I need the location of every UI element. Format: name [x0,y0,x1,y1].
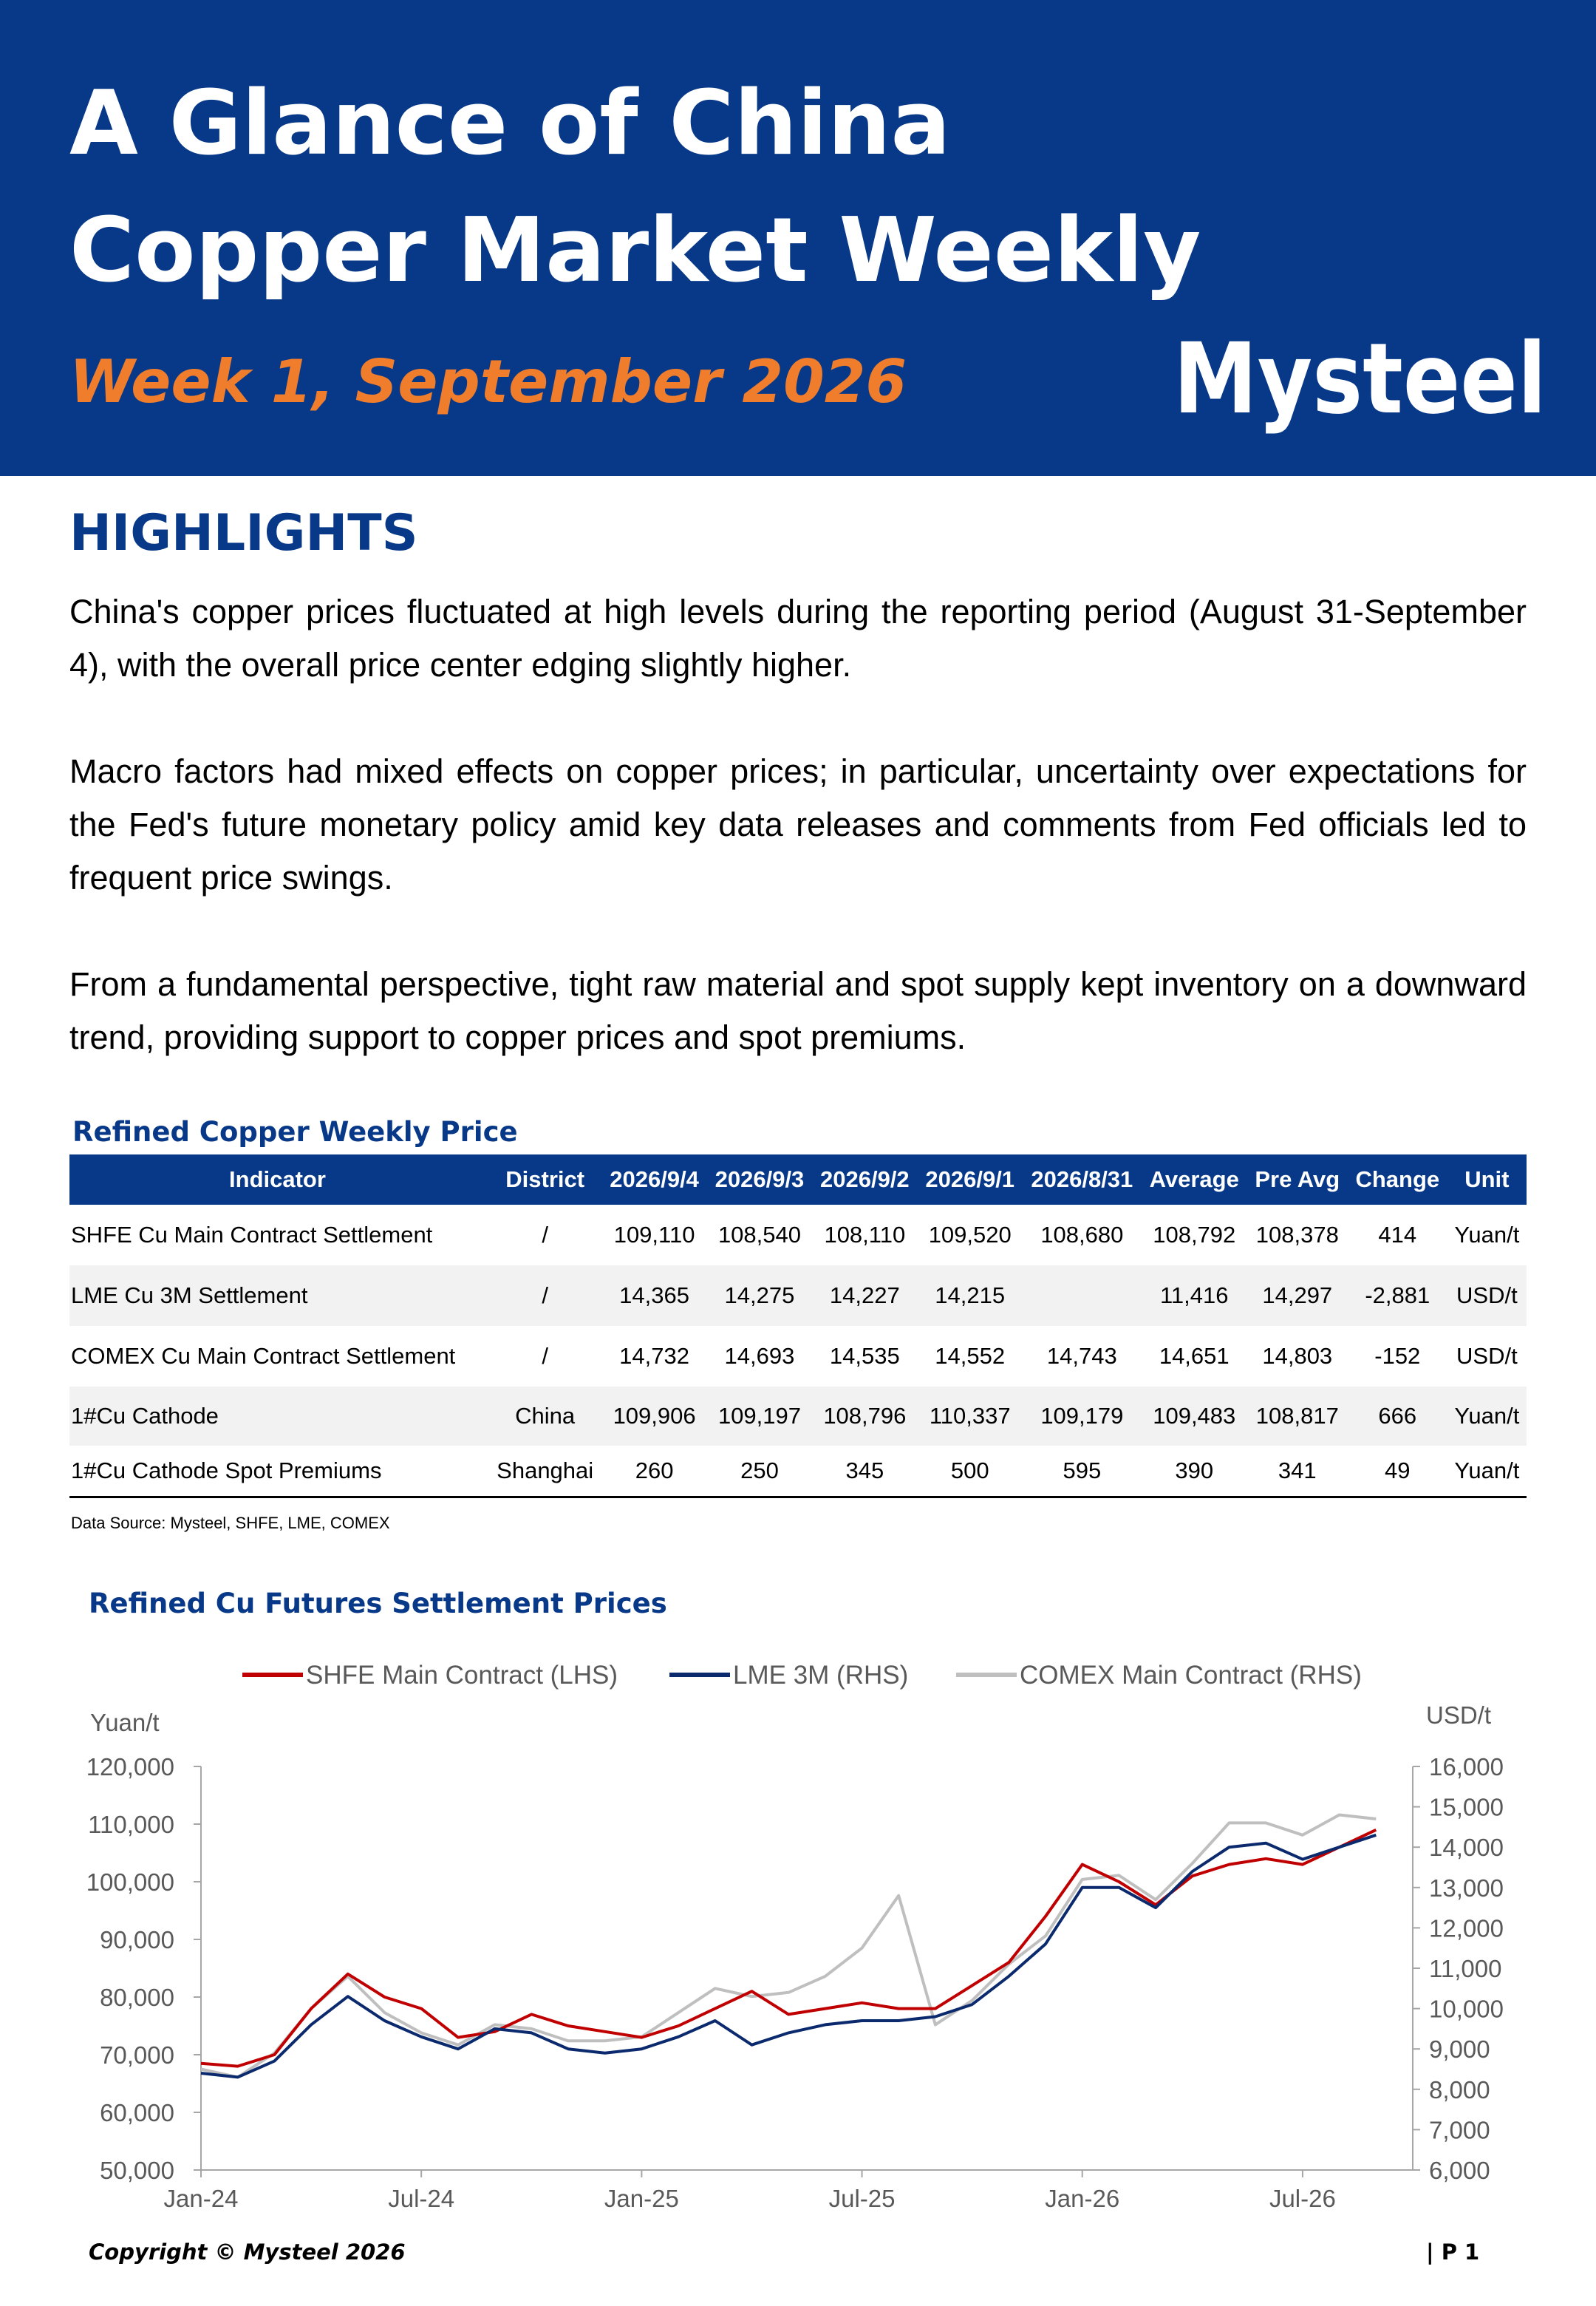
x-tick-label: Jan-24 [163,2185,239,2212]
right-tick-label: 10,000 [1429,1995,1504,2023]
page-number: | P 1 [1426,2239,1480,2265]
table-cell: 109,520 [928,1222,1012,1248]
x-tick-label: Jul-26 [1269,2185,1336,2212]
table-cell: 108,110 [824,1222,906,1248]
table-cell: -152 [1374,1343,1421,1369]
table-row [69,1446,1527,1497]
table-cell: SHFE Cu Main Contract Settlement [71,1222,433,1248]
column-header: Indicator [69,1154,488,1205]
right-tick-label: 7,000 [1429,2116,1490,2144]
table-cell: -2,881 [1348,1265,1447,1326]
table-cell: 108,792 [1153,1222,1236,1248]
column-header: 2026/9/1 [918,1154,1023,1205]
right-axis-unit: USD/t [1426,1701,1492,1729]
table-cell: Shanghai [488,1446,601,1497]
table-cell: 108,680 [1040,1222,1124,1248]
x-tick-label: Jan-25 [604,2185,679,2212]
highlights-heading: HIGHLIGHTS [69,504,418,562]
price-table-title: Refined Copper Weekly Price [72,1116,518,1148]
highlight-paragraph: From a fundamental perspective, tight raw material and spot supply kept inventory on a downward trend, providing support to copper prices and spot premiums. [69,965,1527,1056]
table-cell: 108,378 [1255,1222,1339,1248]
table-cell: 666 [1348,1387,1447,1446]
table-cell: 14,732 [619,1343,689,1369]
column-header: 2026/9/2 [812,1154,917,1205]
table-cell: 414 [1378,1222,1417,1248]
left-tick-label: 120,000 [86,1753,174,1780]
report-week: Week 1, September 2026 [69,347,907,416]
column-header: District [488,1154,601,1205]
right-tick-label: 8,000 [1429,2075,1490,2103]
right-tick-label: 9,000 [1429,2035,1490,2064]
column-header: Unit [1447,1154,1527,1205]
left-tick-label: 60,000 [100,2099,174,2126]
table-cell: / [542,1343,548,1369]
column-header: 2026/9/3 [707,1154,812,1205]
right-tick-label: 6,000 [1429,2157,1490,2184]
svg-text:Mysteel: Mysteel [1173,322,1546,436]
table-cell: 14,552 [935,1343,1006,1369]
table-cell [1023,1265,1142,1326]
left-tick-label: 100,000 [86,1868,174,1896]
chart-heading: Refined Cu Futures Settlement Prices [89,1588,667,1619]
table-cell: USD/t [1456,1343,1518,1369]
table-cell: 14,215 [918,1265,1023,1326]
table-cell: 109,197 [707,1387,812,1446]
right-tick-label: 13,000 [1429,1874,1504,1902]
table-cell: Yuan/t [1447,1446,1527,1497]
table-cell: 1#Cu Cathode [69,1387,488,1446]
column-header: Average [1142,1154,1247,1205]
table-cell: 109,906 [601,1387,706,1446]
table-cell: 11,416 [1142,1265,1247,1326]
table-cell: / [542,1222,548,1248]
table-row [69,1265,1527,1326]
table-cell: 345 [812,1446,917,1497]
left-axis-unit: Yuan/t [90,1709,160,1736]
right-tick-label: 16,000 [1429,1753,1504,1780]
table-cell: 500 [918,1446,1023,1497]
table-cell: 14,803 [1262,1343,1333,1369]
table-cell: China [488,1387,601,1446]
x-tick-label: Jul-24 [388,2185,455,2212]
table-cell: 14,227 [812,1265,917,1326]
series-line-comex [201,1815,1376,2078]
table-cell: Yuan/t [1454,1222,1520,1248]
series-line-lme [201,1835,1376,2078]
table-cell: 108,817 [1247,1387,1348,1446]
left-tick-label: 70,000 [100,2041,174,2069]
table-row [69,1205,1527,1265]
table-cell: 14,693 [724,1343,795,1369]
table-cell: 109,179 [1023,1387,1142,1446]
highlight-paragraph: Macro factors had mixed effects on copper prices; in particular, uncertainty over expectations for the Fed's future monetary policy amid key data releases and comments from Fed officials led to frequent price swings. [69,752,1527,897]
table-cell: 595 [1023,1446,1142,1497]
table-cell: 110,337 [918,1387,1023,1446]
report-header [0,0,1596,476]
futures-price-chart [0,1633,1596,2225]
column-header: Pre Avg [1247,1154,1348,1205]
highlight-paragraph: China's copper prices fluctuated at high levels during the reporting period (August 31-September 4), with the overall price center edging slightly higher. [69,593,1527,684]
table-cell: 109,110 [613,1222,695,1248]
table-header-row [69,1154,1527,1205]
table-cell: 390 [1142,1446,1247,1497]
table-cell: 14,297 [1247,1265,1348,1326]
column-header: Change [1348,1154,1447,1205]
report-title: A Glance of China Copper Market Weekly [69,72,1201,302]
left-tick-label: 90,000 [100,1926,174,1953]
left-tick-label: 50,000 [100,2157,174,2184]
table-cell: 14,365 [601,1265,706,1326]
legend-label: SHFE Main Contract (LHS) [306,1661,618,1690]
table-cell: 341 [1247,1446,1348,1497]
table-cell: 49 [1348,1446,1447,1497]
legend-label: LME 3M (RHS) [733,1661,909,1690]
price-table [69,1154,1527,1498]
right-tick-label: 11,000 [1429,1955,1502,1982]
left-tick-label: 80,000 [100,1984,174,2011]
table-cell: 260 [601,1446,706,1497]
data-source-note: Data Source: Mysteel, SHFE, LME, COMEX [71,1514,390,1532]
right-tick-label: 12,000 [1429,1914,1504,1942]
table-cell: LME Cu 3M Settlement [69,1265,488,1326]
copyright-notice: Copyright © Mysteel 2026 [89,2239,406,2265]
highlights-body [69,585,1527,1118]
table-cell: / [488,1265,601,1326]
table-cell: 108,796 [812,1387,917,1446]
table-cell: 250 [707,1446,812,1497]
table-cell: 14,651 [1159,1343,1230,1369]
x-tick-label: Jul-25 [828,2185,896,2212]
table-cell: 108,540 [717,1222,801,1248]
right-tick-label: 15,000 [1429,1793,1504,1821]
column-header: 2026/8/31 [1023,1154,1142,1205]
table-cell: 14,275 [707,1265,812,1326]
table-cell: COMEX Cu Main Contract Settlement [71,1343,456,1369]
table-cell: Yuan/t [1447,1387,1527,1446]
table-cell: USD/t [1447,1265,1527,1326]
mysteel-logo [1173,322,1550,448]
table-cell: 109,483 [1142,1387,1247,1446]
table-cell: 14,535 [829,1343,900,1369]
left-tick-label: 110,000 [88,1811,174,1838]
table-row [69,1387,1527,1446]
table-row [69,1326,1527,1387]
legend-label: COMEX Main Contract (RHS) [1020,1661,1362,1690]
x-tick-label: Jan-26 [1045,2185,1120,2212]
table-cell: 1#Cu Cathode Spot Premiums [69,1446,488,1497]
right-tick-label: 14,000 [1429,1834,1504,1862]
column-header: 2026/9/4 [601,1154,706,1205]
table-cell: 14,743 [1046,1343,1117,1369]
